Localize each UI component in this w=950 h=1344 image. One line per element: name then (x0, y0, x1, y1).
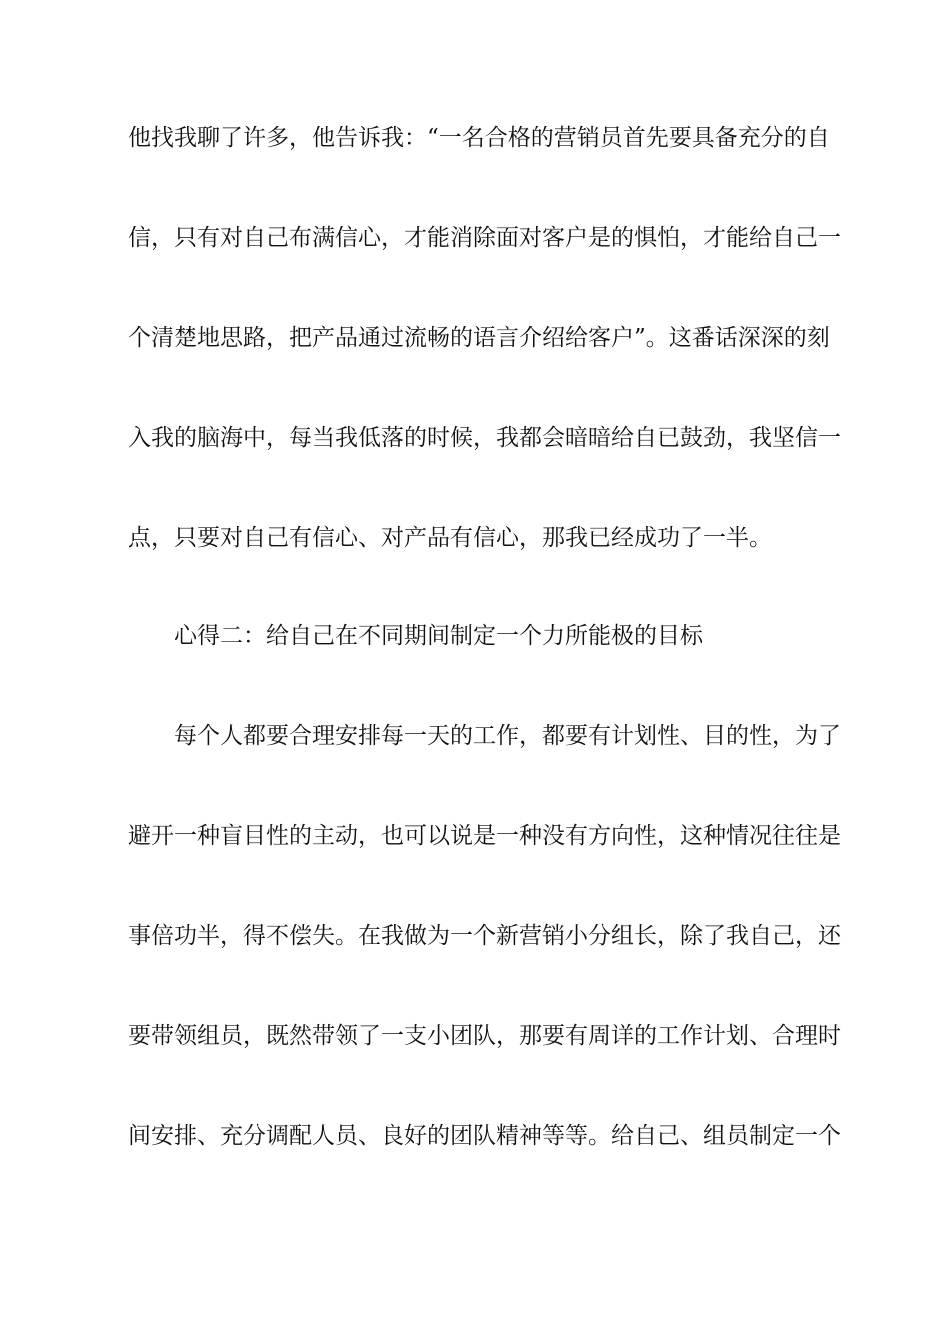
paragraph-line: 他找我聊了许多，他告诉我：“一名合格的营销员首先要具备充分的自 (128, 125, 830, 151)
paragraph-line: 信，只有对自己布满信心，才能消除面对客户是的惧怕，才能给自己一 (128, 225, 841, 251)
paragraph-line: 要带领组员，既然带领了一支小团队，那要有周详的工作计划、合理时 (128, 1023, 841, 1049)
paragraph-line: 事倍功半，得不偿失。在我做为一个新营销小分组长，除了我自己，还 (128, 923, 841, 949)
paragraph-line: 个清楚地思路，把产品通过流畅的语言介绍给客户”。这番话深深的刻 (128, 325, 830, 351)
paragraph-line: 入我的脑海中，每当我低落的时候，我都会暗暗给自已鼓劲，我坚信一 (128, 425, 841, 451)
section-heading: 心得二：给自己在不同期间制定一个力所能极的目标 (174, 623, 703, 649)
paragraph-line: 间安排、充分调配人员、良好的团队精神等等。给自己、组员制定一个 (128, 1123, 841, 1149)
paragraph-line: 避开一种盲目性的主动，也可以说是一种没有方向性，这种情况往往是 (128, 823, 841, 849)
paragraph-line: 每个人都要合理安排每一天的工作，都要有计划性、目的性，为了 (174, 723, 841, 749)
paragraph-line: 点，只要对自己有信心、对产品有信心，那我已经成功了一半。 (128, 525, 772, 551)
